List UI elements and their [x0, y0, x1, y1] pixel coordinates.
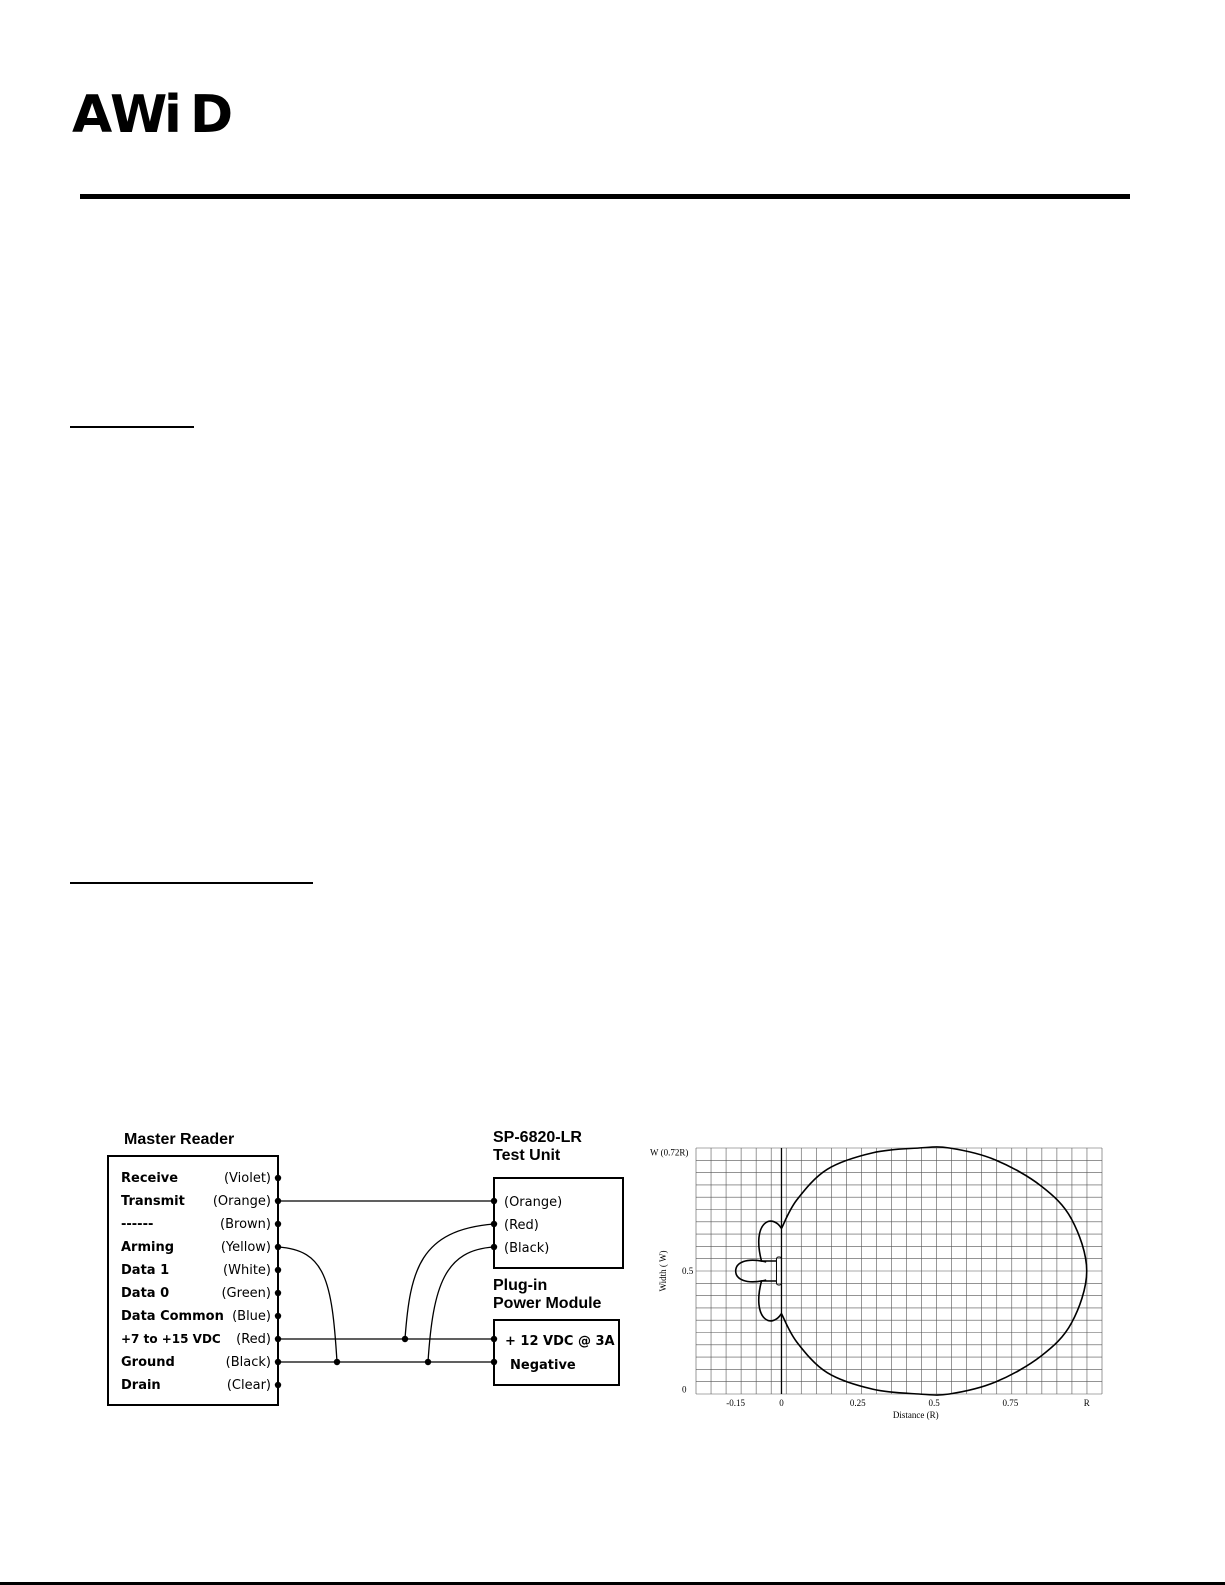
x-tick-label: 0.75 — [1002, 1398, 1019, 1408]
test-unit-pin-red: (Red) — [504, 1218, 539, 1233]
row-wire-blue: (Blue) — [232, 1309, 271, 1324]
power-pin-positive: + 12 VDC @ 3A — [505, 1334, 615, 1349]
side-lobe-upper — [759, 1221, 782, 1261]
section-heading-underline-1 — [70, 426, 194, 428]
logo-letter-w: W — [110, 85, 168, 138]
test-unit-pin-orange: (Orange) — [504, 1195, 563, 1210]
x-tick-labels — [726, 1398, 1089, 1408]
section-heading-underline-2 — [70, 882, 313, 884]
y-tick-label: 0 — [682, 1384, 687, 1395]
row-label-ground: Ground — [121, 1355, 175, 1370]
row-label-transmit: Transmit — [121, 1194, 185, 1209]
x-tick-label: 0 — [779, 1398, 784, 1408]
wiring-diagram — [100, 1120, 640, 1420]
row-label-supply: +7 to +15 VDC — [121, 1332, 221, 1346]
logo-text — [72, 85, 233, 138]
test-unit-pin-black: (Black) — [504, 1241, 550, 1256]
row-wire-white: (White) — [223, 1263, 271, 1278]
awid-logo — [72, 66, 242, 138]
row-wire-brown: (Brown) — [220, 1217, 271, 1232]
row-label-drain: Drain — [121, 1378, 161, 1393]
row-wire-orange: (Orange) — [212, 1194, 271, 1209]
wires — [278, 1201, 494, 1362]
x-tick-label: 0.5 — [928, 1398, 940, 1408]
power-module-title-1: Plug-in — [493, 1277, 548, 1294]
row-wire-violet: (Violet) — [223, 1171, 271, 1186]
y-tick-label: 0.5 — [682, 1266, 694, 1276]
row-label-receive: Receive — [121, 1171, 179, 1186]
test-unit-title-2: Test Unit — [493, 1147, 561, 1164]
x-tick-label: -0.15 — [726, 1398, 746, 1408]
y-tick-labels — [650, 1148, 694, 1395]
x-tick-label: 0.25 — [849, 1398, 866, 1408]
row-label-arming: Arming — [121, 1240, 175, 1255]
x-axis-label: Distance (R) — [892, 1410, 939, 1420]
side-lobe-lower — [759, 1281, 782, 1321]
x-tick-label: R — [1083, 1398, 1090, 1408]
header-rule — [80, 194, 1130, 199]
power-module-box — [494, 1320, 619, 1385]
test-unit-title-1: SP-6820-LR — [493, 1129, 582, 1146]
master-reader-rows — [121, 1171, 271, 1393]
row-label-data-common: Data Common — [121, 1309, 224, 1324]
logo-letter-i: i — [164, 85, 182, 138]
row-label-data-1: Data 1 — [121, 1263, 170, 1278]
row-label-unused: ------ — [121, 1217, 154, 1232]
row-wire-black: (Black) — [225, 1355, 271, 1370]
row-label-data-0: Data 0 — [121, 1286, 170, 1301]
y-tick-label: W (0.72R) — [650, 1147, 689, 1158]
row-wire-clear: (Clear) — [226, 1378, 271, 1393]
logo-letter-d: D — [190, 85, 234, 138]
row-wire-yellow: (Yellow) — [220, 1240, 271, 1255]
master-reader-title: Master Reader — [124, 1131, 235, 1148]
chart-grid — [696, 1148, 1102, 1394]
power-pin-negative: Negative — [510, 1358, 576, 1373]
read-range-pattern-chart — [648, 1140, 1110, 1422]
row-wire-green: (Green) — [221, 1286, 271, 1301]
wire-junctions — [334, 1198, 497, 1365]
y-axis-label: Width ( W) — [658, 1250, 668, 1292]
row-wire-red: (Red) — [236, 1332, 271, 1347]
logo-letter-a: A — [72, 85, 113, 138]
power-module-title-2: Power Module — [493, 1295, 602, 1312]
